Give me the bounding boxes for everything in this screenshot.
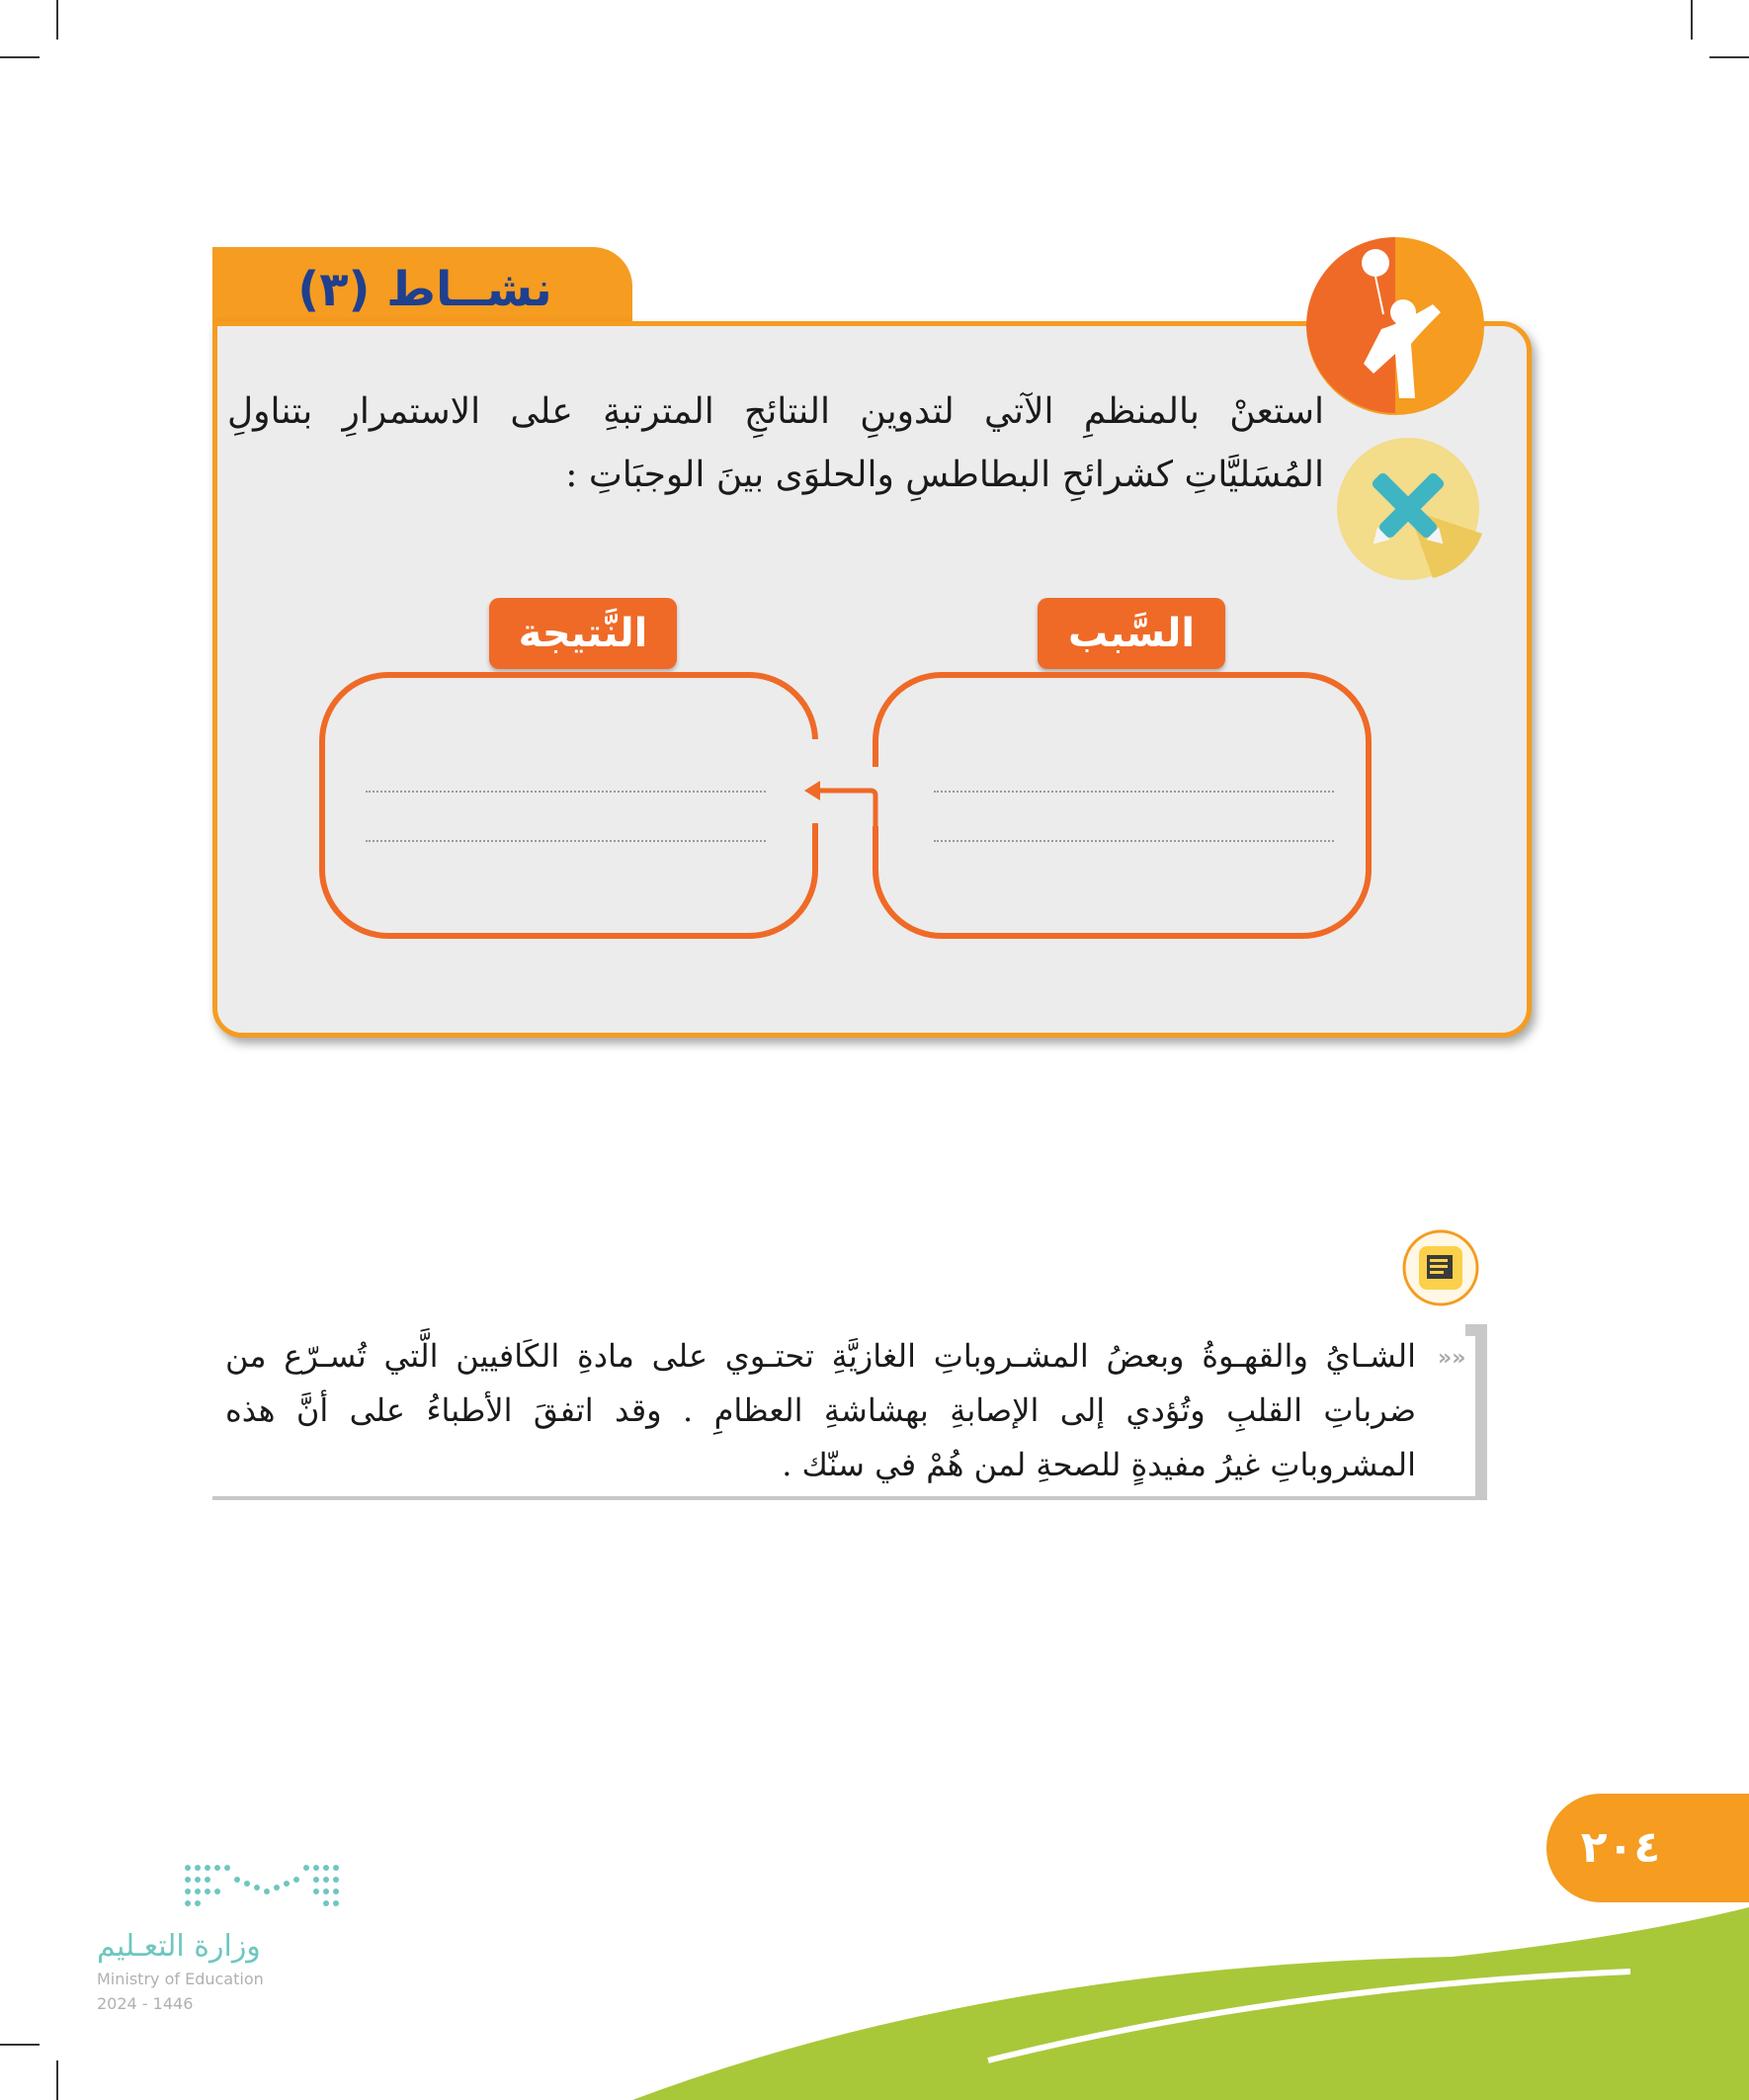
crop-mark [1709, 56, 1749, 58]
activity-instruction: استعنْ بالمنظمِ الآتي لتدوينِ النتائجِ المترتبةِ على الاستمرارِ بتناولِ المُسَليَّاتِ كشرائحِ البطاطسِ والحلوَى بينَ الوجبَاتِ : [227, 391, 1324, 495]
crop-mark [0, 56, 40, 58]
note-book-icon [1401, 1228, 1480, 1307]
effect-writing-line[interactable] [366, 791, 766, 793]
ministry-name-arabic: وزارة التعـليم [97, 1929, 261, 1964]
activity-title: نشــاط (٣) [297, 262, 552, 317]
effect-writing-line[interactable] [366, 840, 766, 842]
ministry-year: 2024 - 1446 [97, 1994, 194, 2013]
cause-writing-line[interactable] [934, 791, 1334, 793]
pencil-cross-icon [1334, 435, 1482, 583]
activity-child-balloon-icon [1304, 235, 1487, 418]
cause-effect-arrow [791, 721, 899, 840]
page-number: ٢٠٤ [1580, 1822, 1661, 1873]
cause-writing-line[interactable] [934, 840, 1334, 842]
effect-label: النَّتيجة [489, 598, 677, 669]
ministry-name-english: Ministry of Education [97, 1970, 264, 1988]
bullet-icon: »» [1438, 1346, 1466, 1371]
cause-label: السَّبب [1038, 598, 1225, 669]
ministry-logo-icon [178, 1858, 356, 1917]
crop-mark [56, 0, 58, 40]
crop-mark [1691, 0, 1693, 40]
effect-box[interactable] [319, 672, 818, 939]
cause-box[interactable] [873, 672, 1372, 939]
info-text: الشـايُ والقهـوةُ وبعضُ المشـروباتِ الغازيَّةِ تحتـوي على مادةِ الكَافيين الَّتي تُسـرّع من ضرباتِ القلبِ وتُؤدي إلى الإصابةِ بهشاشةِ العظامِ . وقد اتفقَ الأطباءُ على أنَّ هذه المشروباتِ غيرُ مفيدةٍ للصحةِ لمن هُمْ في سنّك . [225, 1337, 1417, 1483]
